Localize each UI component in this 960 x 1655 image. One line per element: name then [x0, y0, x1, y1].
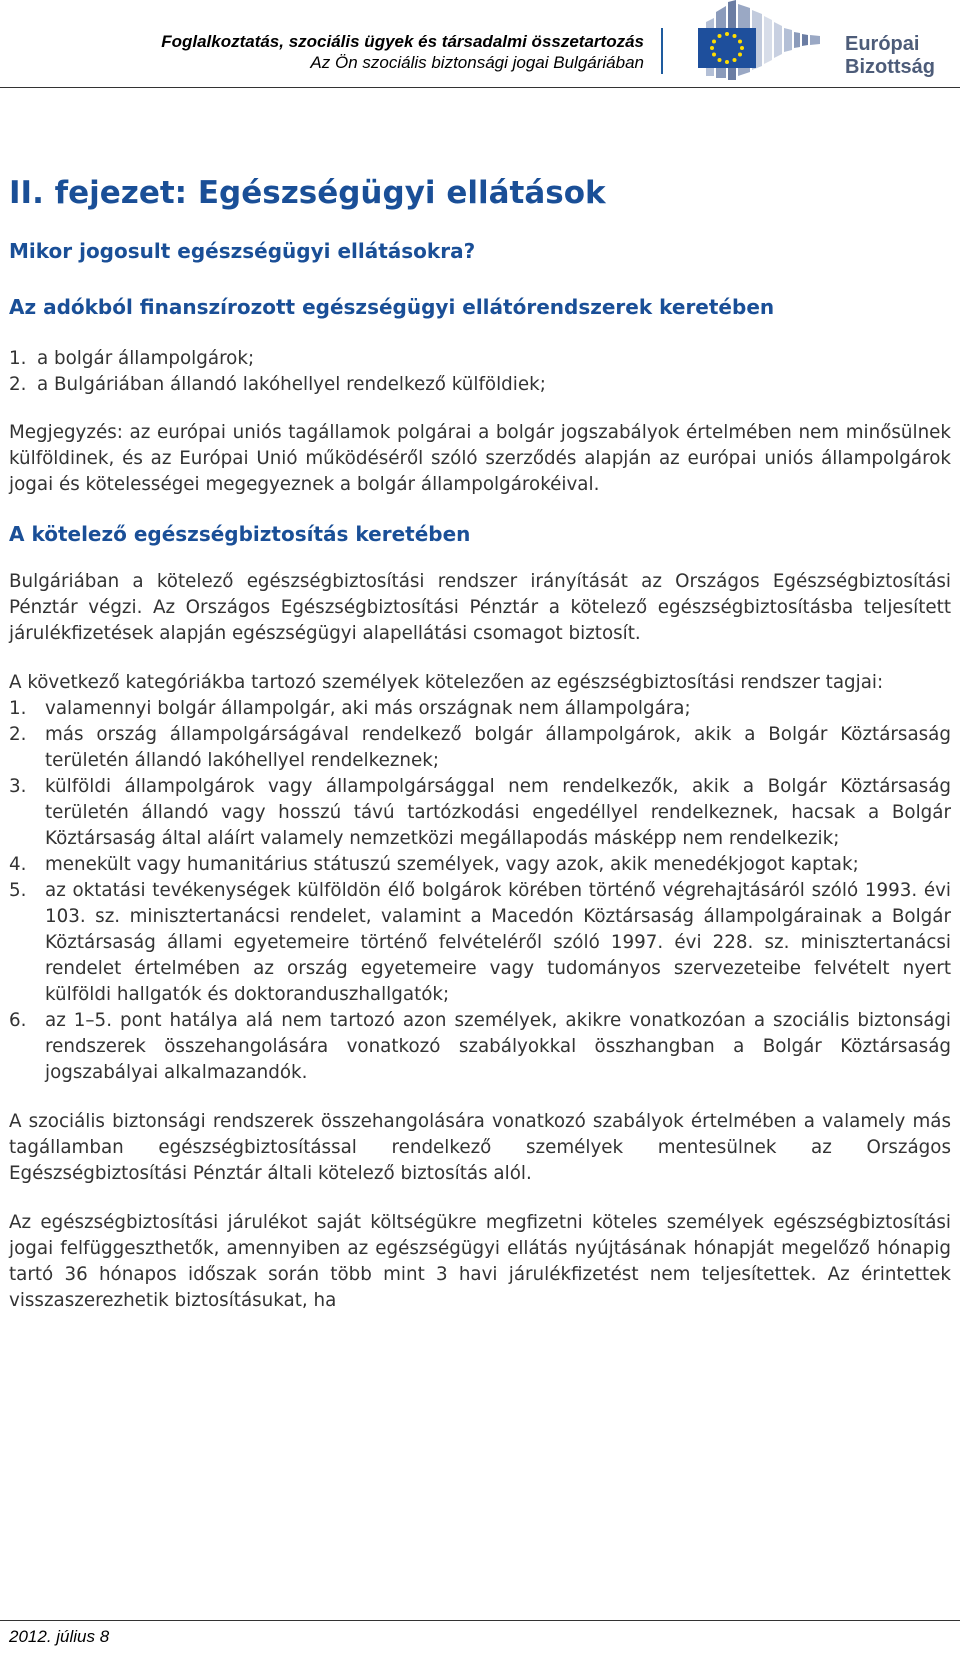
header-divider [661, 28, 663, 74]
paragraph: Az egészségbiztosítási járulékot saját költségükre megfizetni köteles személyek egészségbiztosítási jogai felfüggeszthetők, amennyiben az egészségügyi ellátás nyújtásának hónapját megelőző hónapig tartó 36 hónapos időszak során több mint 3 havi járulékfizetést nem teljesítettek. Az érintettek visszaszerezhetik biztosításukat, ha [9, 1212, 951, 1311]
eu-flag-icon [698, 28, 756, 68]
list-item-text: az 1–5. pont hatálya alá nem tartozó azon személyek, akikre vonatkozóan a szociális biztonsági rendszerek összehangolására vonatkozó szabályokkal összhangban a Bolgár Köztársaság jogszabályai alkalmazandók. [45, 1010, 951, 1083]
note-paragraph: Megjegyzés: az európai uniós tagállamok polgárai a bolgár jogszabályok értelmében nem minősülnek külföldinek, és az Európai Unió működéséről szóló szerződés alapján az európai uniós állampolgárok jogai és kötelességei megegyeznek a bolgár állampolgárokéival. [9, 422, 951, 495]
list-item-number: 2. [9, 374, 27, 395]
paragraph: Bulgáriában a kötelező egészségbiztosítási rendszer irányítását az Országos Egészségbiztosítási Pénztár végzi. Az Országos Egészségbiztosítási Pénztár a kötelező egészségbiztosításba teljesített járulékfizetések alapján egészségügyi alapellátási csomagot biztosít. [9, 571, 951, 644]
list-item-number: 3. [9, 776, 27, 797]
header-text [161, 32, 644, 74]
list-item-text: a bolgár állampolgárok; [37, 348, 255, 369]
list-item [9, 852, 951, 878]
footer-rule [0, 1620, 960, 1621]
logo-line-2: Bizottság [845, 56, 935, 78]
list-item-text: más ország állampolgárságával rendelkező bolgár állampolgárok, akik a Bolgár Köztársaság területén állandó lakóhellyel rendelkeznek; [45, 724, 951, 771]
header-title: Foglalkoztatás, szociális ügyek és társadalmi összetartozás [161, 32, 644, 51]
list-item-text: az oktatási tevékenységek külföldön élő bolgárok körében történő végrehajtásáról szóló 1993. évi 103. sz. minisztertanácsi rendelet, valamint a Macedón Köztársaság állampolgárainak a Bolgár Köztársaság állami egyetemeire történő felvételéről szóló 1997. évi 228. sz. minisztertanácsi rendelet értelmében az ország egyetemeire vagy tudományos szervezeteibe felvételt nyert külföldi hallgatók és doktoranduszhallgatók; [45, 880, 951, 1005]
section1-heading: Az adókból finanszírozott egészségügyi ellátórendszerek keretében [9, 295, 775, 319]
section1-list [9, 346, 951, 398]
list-item [9, 1008, 951, 1086]
header-rule [0, 87, 960, 88]
list-item-text: valamennyi bolgár állampolgár, aki más országnak nem állampolgára; [45, 698, 691, 719]
list-item [9, 722, 951, 774]
document-body [9, 175, 951, 1337]
list-item-number: 1. [9, 698, 27, 719]
list-item [9, 774, 951, 852]
list-item-number: 2. [9, 724, 27, 745]
list-item-number: 4. [9, 854, 27, 875]
list-item-text: külföldi állampolgárok vagy állampolgársággal nem rendelkezők, akik a Bolgár Köztársaság területén állandó vagy hosszú távú tartózkodási engedéllyel rendelkeznek, hacsak a Bolgár Köztársaság által aláírt valamely nemzetközi megállapodás másképp nem rendelkezik; [45, 776, 951, 849]
page-header [0, 0, 960, 90]
member-categories-list [9, 696, 951, 1086]
list-item-number: 6. [9, 1010, 27, 1031]
list-item [9, 346, 951, 372]
chapter-title: II. fejezet: Egészségügyi ellátások [9, 175, 606, 211]
header-subtitle: Az Ön szociális biztonsági jogai Bulgáriában [310, 53, 644, 72]
page-footer: 2012. július 8 [9, 1627, 110, 1646]
paragraph: A szociális biztonsági rendszerek összehangolására vonatkozó szabályok értelmében a valamely más tagállamban egészségbiztosítással rendelkező személyek mentesülnek az Országos Egészségbiztosítási Pénztár általi kötelező biztosítás alól. [9, 1111, 951, 1184]
list-item [9, 372, 951, 398]
list-item-number: 1. [9, 348, 27, 369]
list-intro: A következő kategóriákba tartozó személyek kötelezően az egészségbiztosítási rendszer tagjai: [9, 672, 884, 693]
list-item [9, 696, 951, 722]
logo-text [845, 33, 935, 79]
list-item-text: a Bulgáriában állandó lakóhellyel rendelkező külföldiek; [37, 374, 546, 395]
list-item-number: 5. [9, 880, 27, 901]
section2-heading: A kötelező egészségbiztosítás keretében [9, 522, 471, 546]
list-item-text: menekült vagy humanitárius státuszú személyek, vagy azok, akik menedékjogot kaptak; [45, 854, 859, 875]
question-heading: Mikor jogosult egészségügyi ellátásokra? [9, 239, 476, 263]
logo-line-1: Európai [845, 33, 920, 55]
list-item [9, 878, 951, 1008]
